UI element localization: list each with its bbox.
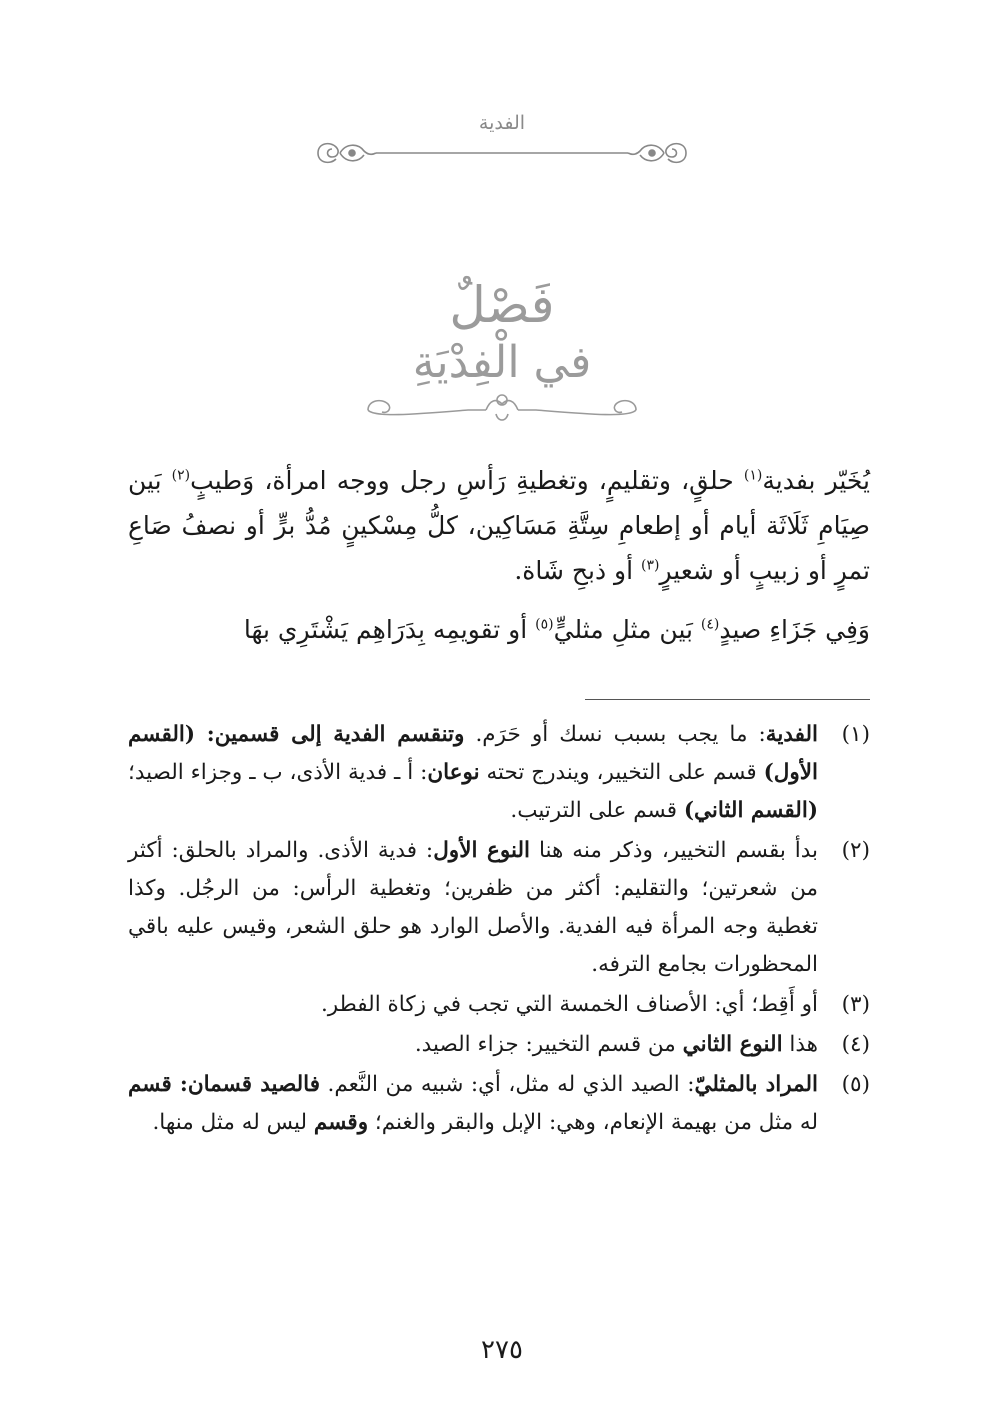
bold-term: نوعان	[427, 760, 480, 785]
text-run: قسم على التخيير، ويندرج تحته	[479, 760, 764, 785]
running-title: الفدية	[478, 112, 526, 134]
text-run: له مثل من بهيمة الإنعام، وهي: الإبل والبقر والغنم؛	[368, 1110, 818, 1135]
footnote-number: (٢)	[841, 838, 870, 863]
text-run: يُخَيّر بفدية	[762, 466, 871, 495]
text-run: من قسم التخيير: جزاء الصيد.	[414, 1032, 683, 1057]
text-run: حلقٍ، وتقليمٍ، وتغطيةِ رَأسِ رجل ووجه امرأة، وَطيبٍ	[190, 466, 744, 495]
footnote-ref-1: (١)	[743, 467, 763, 484]
chapter-heading	[0, 275, 1004, 391]
footnote-ref-3: (٣)	[641, 557, 660, 574]
footnote-ref-2: (٢)	[171, 467, 191, 484]
text-run: : ما يجب بسبب نسك أو حَرَم.	[464, 722, 766, 747]
footnote-number: (٤)	[841, 1032, 870, 1057]
text-run: وَفِي جَزَاءِ صيدٍ	[719, 615, 870, 644]
header-ornament-rule	[310, 135, 694, 171]
page-number: ٢٧٥	[481, 1335, 523, 1365]
bold-term: النوع الثاني	[682, 1032, 783, 1057]
footnote-text	[128, 832, 818, 984]
main-paragraph-2	[128, 607, 870, 652]
footnote-ref-4: (٤)	[700, 616, 720, 633]
text-run: أو تقويمِه بِدَرَاهِم يَشْتَرِي بهَا	[243, 615, 536, 644]
bold-term: المراد بالمثليّ	[694, 1072, 819, 1097]
footnote-text	[128, 1026, 818, 1064]
footnote	[128, 1026, 870, 1064]
bold-term: وقسم	[313, 1110, 369, 1135]
running-header	[0, 112, 1004, 134]
text-run: أو ذبحِ شَاة.	[514, 556, 642, 585]
text-run: هذا	[782, 1032, 818, 1057]
footnote-number: (٣)	[841, 992, 870, 1017]
footnote-separator	[585, 699, 870, 700]
main-text	[128, 458, 870, 652]
footnotes	[128, 716, 870, 1144]
text-run: بَين مثلِ مثليٍّ	[553, 615, 701, 644]
footnote	[128, 986, 870, 1024]
text-run: بدأ بقسم التخيير، وذكر منه هنا	[530, 838, 819, 863]
text-run: قسم على الترتيب.	[510, 798, 684, 823]
bold-term: فالصيد قسمان: قسم	[128, 1072, 320, 1097]
text-run: ليس له مثل منها.	[152, 1110, 314, 1135]
chapter-ornament	[358, 386, 646, 426]
bold-term: وتنقسم الفدية إلى قسمين: (القسم الأول)	[128, 722, 818, 785]
footnote-text	[128, 1066, 818, 1142]
text-run: : فدية الأذى. والمراد بالحلق: أكثر من شعرتين؛ والتقليم: أكثر من ظفرين؛ وتغطية الرأس: من الرجُل. وكذا تغطية وجه المرأة فيه الفدية. والأصل الوارد هو حلق الشعر، وقيس عليه باقي المحظورات بجامع الترفه.	[128, 838, 818, 977]
footnote	[128, 832, 870, 984]
footnote-number: (١)	[841, 722, 870, 747]
bold-term: النوع الأول	[433, 838, 530, 863]
footnote-text	[128, 716, 818, 830]
chapter-kicker: فَصْلٌ	[449, 276, 555, 334]
text-run: بَين صِيَامِ ثَلَاثَة أيام أو إطعامِ سِتَّةِ مَسَاكِين، كلُّ مِسْكينٍ مُدُّ برٍّ أو نصفُ صَاعِ تمرٍ أو زبيبٍ أو شعيرٍ	[128, 466, 870, 585]
footnote-text	[128, 986, 818, 1024]
bold-term: (القسم الثاني)	[683, 798, 818, 823]
chapter-title: في الْفِدْيَةِ	[412, 337, 592, 388]
footnote	[128, 716, 870, 830]
text-run: : أ ـ فدية الأذى، ب ـ وجزاء الصيد؛	[128, 760, 428, 785]
bold-term: الفدية	[765, 722, 818, 747]
footnote-number: (٥)	[841, 1072, 870, 1097]
footnote-ref-5: (٥)	[535, 616, 554, 633]
text-run: : الصيد الذي له مثل، أي: شبيه من النَّعم.	[320, 1072, 695, 1097]
footnote	[128, 1066, 870, 1142]
main-paragraph-1	[128, 458, 870, 593]
text-run: أو أَقِط؛ أي: الأصناف الخمسة التي تجب في زكاة الفطر.	[320, 992, 818, 1017]
